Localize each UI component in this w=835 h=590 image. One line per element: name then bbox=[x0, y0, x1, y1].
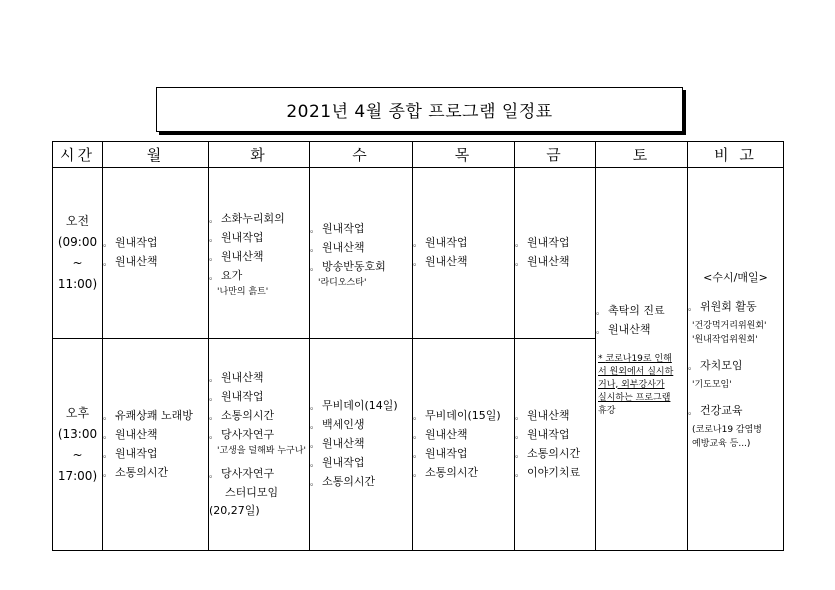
sat-note: * 코로나19로 인해 서 원외에서 실시하 거나, 외부강사가 실시하는 프로그램 휴강 bbox=[598, 353, 674, 416]
sat-cell bbox=[596, 168, 688, 551]
list-item-sub: '고생을 덜해봐 누구나' bbox=[217, 446, 306, 456]
list-item: 。 원내작업 bbox=[413, 236, 468, 249]
list-item: 。 원내산책 bbox=[103, 255, 158, 268]
list-item: 。 원내산책 bbox=[310, 437, 365, 450]
list-item: 。 원내산책 bbox=[413, 255, 468, 268]
list-item: 。 원내작업 bbox=[209, 231, 264, 244]
remarks-cell: <수시/매일> 。 위원회 활동 '건강먹거리위원회' '원내작업위원회' 。 자치모임 '기도모임' 。 건강교육 (코로나19 감염병 예방교육 등...) bbox=[688, 168, 784, 551]
pm-thu-cell bbox=[413, 339, 515, 551]
list-item: 。 원내산책 bbox=[413, 427, 468, 441]
list-item: 。 백세인생 bbox=[310, 418, 365, 431]
title-box bbox=[156, 87, 683, 132]
list-item: 。 원내작업 bbox=[515, 427, 570, 441]
header-tue: 화 bbox=[209, 142, 310, 168]
list-item: 。 원내작업 bbox=[515, 236, 570, 249]
list-item: 。 원내산책 bbox=[103, 427, 158, 441]
header-sat: 토 bbox=[596, 142, 688, 168]
header-time: 시간 bbox=[53, 142, 103, 168]
morning-time: 오전 (09:00 ~ 11:00) bbox=[53, 168, 103, 339]
list-item: 。 원내작업 bbox=[103, 236, 158, 249]
pm-wed-cell bbox=[310, 339, 413, 551]
list-item: 。 소통의시간 bbox=[310, 475, 376, 488]
header-row bbox=[53, 142, 784, 168]
header-thu: 목 bbox=[413, 142, 515, 168]
remarks-heading: <수시/매일> bbox=[703, 271, 768, 284]
list-item: 。 소화누리회의 bbox=[209, 212, 285, 225]
header-remarks: 비 고 bbox=[688, 142, 784, 168]
pm-fri-cell bbox=[515, 339, 596, 551]
list-item: 。 위원회 활동 bbox=[688, 300, 757, 313]
list-item: 。 건강교육 bbox=[688, 404, 743, 417]
list-item: 。 자치모임 bbox=[688, 359, 743, 372]
list-item: 。 원내작업 bbox=[310, 456, 365, 469]
list-item: 。 촉탁의 진료 bbox=[596, 303, 665, 317]
list-item: 。 이야기치료 bbox=[515, 465, 581, 479]
am-mon-cell bbox=[103, 168, 209, 339]
list-item-sub: '나만의 흙트' bbox=[217, 287, 269, 297]
list-item: 。 당사자연구 bbox=[209, 467, 275, 480]
list-item: 。 당사자연구 bbox=[209, 428, 275, 441]
list-item: 。 무비데이(15일) bbox=[413, 408, 501, 422]
list-item-sub: '라디오스타' bbox=[318, 277, 367, 288]
am-wed-cell bbox=[310, 168, 413, 339]
pm-mon-cell bbox=[103, 339, 209, 551]
list-item: 。 원내산책 bbox=[515, 408, 570, 422]
morning-row bbox=[53, 168, 784, 339]
header-wed: 수 bbox=[310, 142, 413, 168]
am-fri-cell bbox=[515, 168, 596, 339]
list-item: 。 유쾌상쾌 노래방 bbox=[103, 408, 193, 422]
list-item: 。 무비데이(14일) bbox=[310, 399, 398, 412]
list-item: 。 원내산책 bbox=[596, 322, 651, 336]
list-item: 。 소통의시간 bbox=[209, 409, 275, 422]
header-mon: 월 bbox=[103, 142, 209, 168]
list-item: 。 방송반동호회 bbox=[310, 259, 386, 273]
page-title: 2021년 4월 종합 프로그램 일정표 bbox=[286, 102, 553, 122]
list-item: 。 원내산책 bbox=[209, 371, 264, 384]
list-item: 。 요가 bbox=[209, 269, 243, 282]
pm-tue-cell: 。 원내산책 。 원내작업 。 소통의시간 。 당사자연구 '고생을 덜해봐 누구나' 。 당사자연구 스터디모임 (20,27일) bbox=[209, 339, 310, 551]
list-item: 。 원내산책 bbox=[209, 250, 264, 263]
list-item: 。 원내작업 bbox=[413, 446, 468, 460]
am-thu-cell bbox=[413, 168, 515, 339]
list-item: 。 소통의시간 bbox=[413, 465, 479, 479]
list-item: 。 원내산책 bbox=[515, 255, 570, 268]
afternoon-time: 오후 (13:00 ~ 17:00) bbox=[53, 339, 103, 551]
list-item: 。 소통의시간 bbox=[103, 465, 169, 479]
list-item: 。 원내작업 bbox=[103, 446, 158, 460]
list-item: 。 소통의시간 bbox=[515, 446, 581, 460]
list-item: 。 원내작업 bbox=[209, 390, 264, 403]
list-item: 。 원내작업 bbox=[310, 221, 365, 235]
schedule-table bbox=[52, 141, 784, 551]
am-tue-cell bbox=[209, 168, 310, 339]
header-fri: 금 bbox=[515, 142, 596, 168]
list-item: 。 원내산책 bbox=[310, 240, 365, 254]
